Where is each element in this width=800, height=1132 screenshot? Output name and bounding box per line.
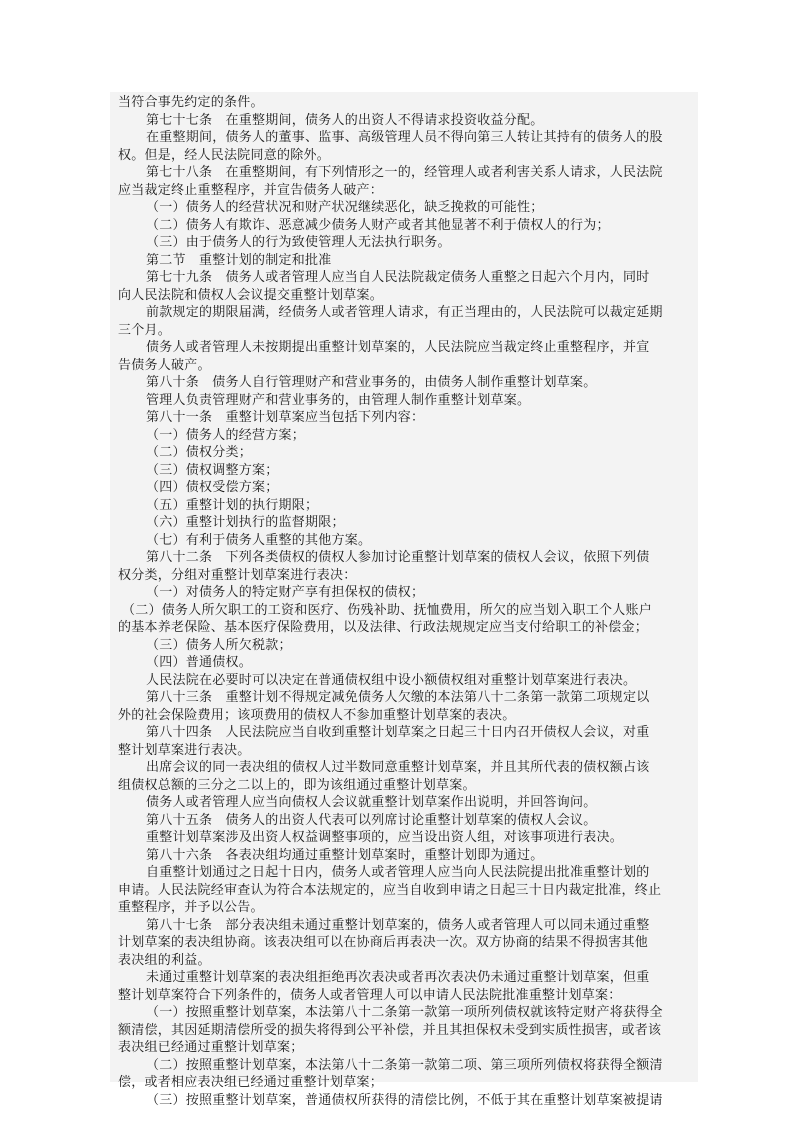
text-line: （二）债务人有欺诈、恶意减少债务人财产或者其他显著不利于债权人的行为；: [146, 217, 610, 233]
text-line: 第八十三条 重整计划不得规定减免债务人欠缴的本法第八十二条第一款第二项规定以: [146, 690, 650, 705]
text-line: 整计划草案符合下列条件的，债务人或者管理人可以申请人民法院批准重整计划草案：: [118, 987, 622, 1003]
text-line: 重整程序，并予以公告。: [118, 900, 264, 915]
text-line: 偿，或者相应表决组已经通过重整计划草案；: [118, 1075, 384, 1090]
text-line: 整计划草案进行表决。: [118, 742, 251, 758]
text-line: 第七十八条 在重整期间，有下列情形之一的，经管理人或者利害关系人请求，人民法院: [146, 165, 663, 180]
text-line: （二）债务人所欠职工的工资和医疗、伤残补助、抚恤费用，所欠的应当划入职工个人账户: [122, 602, 653, 618]
text-line: 表决组已经通过重整计划草案；: [118, 1040, 304, 1055]
text-line: 第八十一条 重整计划草案应当包括下列内容：: [146, 410, 425, 425]
text-line: 第八十四条 人民法院应当自收到重整计划草案之日起三十日内召开债权人会议，对重: [146, 725, 650, 740]
text-line: 第八十七条 部分表决组未通过重整计划草案的，债务人或者管理人可以同未通过重整: [146, 917, 650, 933]
text-line: （一）债务人的经营方案；: [146, 427, 306, 443]
text-line: 前款规定的期限届满，经债务人或者管理人请求，有正当理由的，人民法院可以裁定延期: [146, 305, 663, 320]
text-line: 的基本养老保险、基本医疗保险费用，以及法律、行政法规规定应当支付给职工的补偿金；: [118, 620, 649, 635]
text-line: 出席会议的同一表决组的债权人过半数同意重整计划草案，并且其所代表的债权额占该: [146, 760, 650, 775]
text-line: 权分类，分组对重整计划草案进行表决：: [118, 567, 357, 583]
text-line: （二）债权分类；: [146, 445, 253, 460]
text-line: 额清偿，其因延期清偿所受的损失将得到公平补偿，并且其担保权未受到实质性损害，或者该: [118, 1022, 662, 1038]
text-line: 人民法院在必要时可以决定在普通债权组中设小额债权组对重整计划草案进行表决。: [146, 672, 637, 688]
text-line: （一）按照重整计划草案，本法第八十二条第一款第一项所列债权就该特定财产将获得全: [146, 1005, 663, 1020]
text-line: 申请。人民法院经审查认为符合本法规定的，应当自收到申请之日起三十日内裁定批准，终止: [118, 882, 662, 898]
text-line: （三）债权调整方案；: [146, 462, 279, 478]
text-line: 第八十五条 债务人的出资人代表可以列席讨论重整计划草案的债权人会议。: [146, 812, 597, 828]
text-line: 重整计划草案涉及出资人权益调整事项的，应当设出资人组，对该事项进行表决。: [146, 830, 624, 845]
text-line: （一）债务人的经营状况和财产状况继续恶化，缺乏挽救的可能性；: [146, 200, 544, 215]
text-line: 未通过重整计划草案的表决组拒绝再次表决或者再次表决仍未通过重整计划草案，但重: [146, 970, 650, 985]
text-line: 第七十九条 债务人或者管理人应当自人民法院裁定债务人重整之日起六个月内，同时: [146, 270, 650, 285]
text-line: 债务人或者管理人应当向债权人会议就重整计划草案作出说明，并回答询问。: [146, 795, 597, 810]
text-line: 外的社会保险费用；该项费用的债权人不参加重整计划草案的表决。: [118, 707, 516, 723]
text-line: （四）债权受偿方案；: [146, 480, 279, 495]
text-line: 表决组的利益。: [118, 952, 211, 968]
text-line: （六）重整计划执行的监督期限；: [146, 515, 345, 530]
text-line: 债务人或者管理人未按期提出重整计划草案的，人民法院应当裁定终止重整程序，并宣: [146, 340, 650, 355]
text-line: 告债务人破产。: [118, 357, 211, 373]
document-body: [118, 94, 690, 1109]
text-line: 第七十七条 在重整期间，债务人的出资人不得请求投资收益分配。: [146, 112, 544, 128]
text-line: （三）由于债务人的行为致使管理人无法执行职务。: [146, 235, 451, 250]
text-line: （三）债务人所欠税款；: [146, 637, 292, 653]
text-line: 第八十条 债务人自行管理财产和营业事务的，由债务人制作重整计划草案。: [146, 375, 597, 390]
text-line: 第八十六条 各表决组均通过重整计划草案时，重整计划即为通过。: [146, 847, 544, 863]
text-line: （三）按照重整计划草案，普通债权所获得的清偿比例，不低于其在重整计划草案被提请: [146, 1092, 663, 1108]
text-line: 自重整计划通过之日起十日内，债务人或者管理人应当向人民法院提出批准重整计划的: [146, 865, 650, 880]
text-line: （二）按照重整计划草案，本法第八十二条第一款第二项、第三项所列债权将获得全额清: [146, 1057, 663, 1073]
text-line: 三个月。: [118, 322, 172, 338]
text-line: 当符合事先约定的条件。: [118, 95, 264, 110]
text-line: 向人民法院和债权人会议提交重整计划草案。: [118, 287, 384, 303]
text-line: 管理人负责管理财产和营业事务的，由管理人制作重整计划草案。: [146, 392, 531, 408]
text-line: 在重整期间，债务人的董事、监事、高级管理人员不得向第三人转让其持有的债务人的股: [146, 130, 663, 145]
text-line: （七）有利于债务人重整的其他方案。: [146, 532, 372, 548]
text-line: 组债权总额的三分之二以上的，即为该组通过重整计划草案。: [118, 777, 476, 793]
text-line: 计划草案的表决组协商。该表决组可以在协商后再表决一次。双方协商的结果不得损害其他: [118, 935, 649, 950]
text-line: 应当裁定终止重整程序，并宣告债务人破产：: [118, 182, 384, 198]
text-line: （五）重整计划的执行期限；: [146, 497, 319, 513]
text-line: 权。但是，经人民法院同意的除外。: [118, 147, 331, 163]
text-line: 第二节 重整计划的制定和批准: [146, 252, 332, 268]
text-line: 第八十二条 下列各类债权的债权人参加讨论重整计划草案的债权人会议，依照下列债: [146, 550, 650, 565]
text-line: （四）普通债权。: [146, 655, 253, 670]
text-line: （一）对债务人的特定财产享有担保权的债权；: [146, 585, 425, 600]
